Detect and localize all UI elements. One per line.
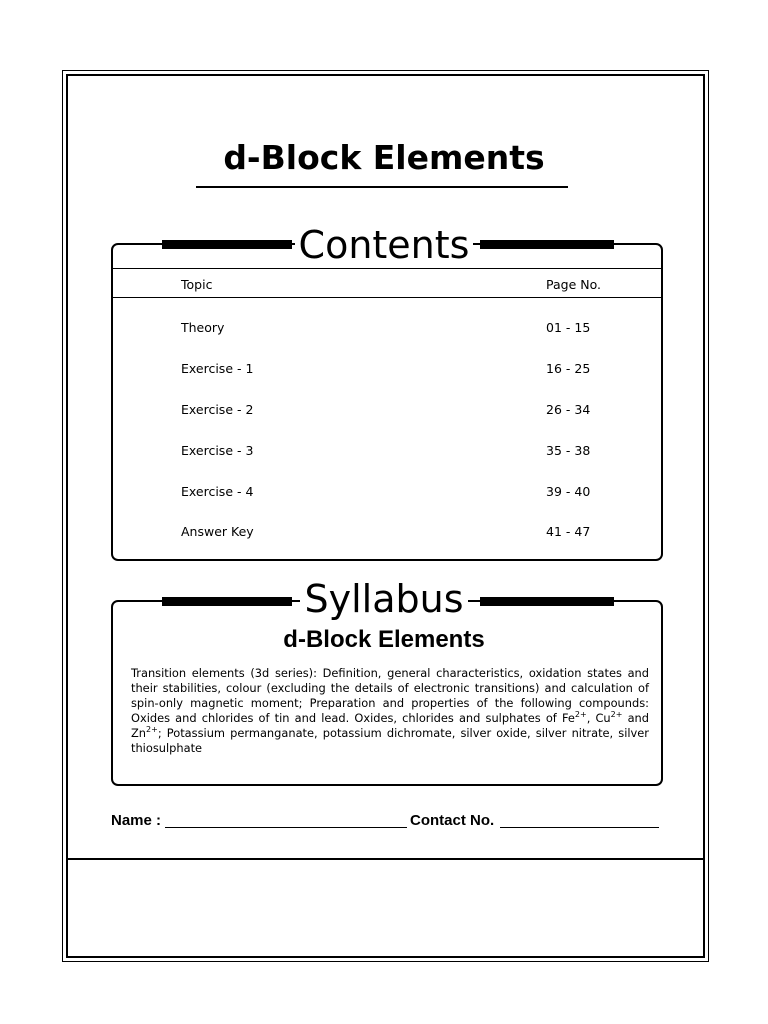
title-underline	[196, 186, 568, 188]
syllabus-subtitle: d-Block Elements	[283, 626, 485, 653]
charge-superscript: 2+	[610, 710, 623, 720]
document-title: d-Block Elements	[223, 138, 545, 177]
syllabus-text-part: ; Potassium permanganate, potassium dichromate, silver oxide, silver nitrate, silver thiosulphate	[131, 726, 649, 755]
contents-header-rule	[111, 297, 663, 298]
contents-header-page: Page No.	[546, 277, 601, 292]
contents-row-pages: 41 - 47	[546, 524, 591, 539]
name-field-line[interactable]	[165, 827, 407, 828]
contents-row-topic: Answer Key	[181, 524, 254, 539]
contents-row-topic: Exercise - 4	[181, 484, 254, 499]
contents-header-topic: Topic	[181, 277, 213, 292]
charge-superscript: 2+	[574, 710, 587, 720]
footer-divider	[66, 858, 705, 860]
syllabus-text-part: and Zn	[131, 711, 649, 740]
syllabus-heading-text: Syllabus	[300, 577, 467, 621]
name-label: Name :	[111, 812, 162, 829]
contents-heading-text: Contents	[295, 223, 474, 267]
contents-row-pages: 01 - 15	[546, 320, 591, 335]
contents-row-topic: Exercise - 2	[181, 402, 254, 417]
charge-superscript: 2+	[146, 725, 158, 735]
contact-label: Contact No.	[410, 812, 495, 829]
contents-row-pages: 26 - 34	[546, 402, 591, 417]
contents-row-pages: 16 - 25	[546, 361, 591, 376]
syllabus-text-part: , Cu	[586, 711, 611, 725]
contents-heading	[0, 223, 768, 267]
contents-row-topic: Exercise - 3	[181, 443, 254, 458]
contents-row-topic: Theory	[181, 320, 225, 335]
syllabus-body	[131, 666, 649, 756]
contact-field-line[interactable]	[500, 827, 659, 828]
contents-row-pages: 35 - 38	[546, 443, 591, 458]
syllabus-heading	[0, 577, 768, 621]
contents-row-topic: Exercise - 1	[181, 361, 254, 376]
contents-row-pages: 39 - 40	[546, 484, 591, 499]
syllabus-text-part: Transition elements (3d series): Definition, general characteristics, oxidation states and their stabilities, colour (excluding the details of electronic transitions) and calculation of spin-only magnetic moment; Preparation and properties of the following compounds: Oxides and chlorides of tin and lead. Oxides, chlorides and sulphates of Fe	[131, 666, 649, 725]
contents-top-rule	[111, 268, 663, 269]
